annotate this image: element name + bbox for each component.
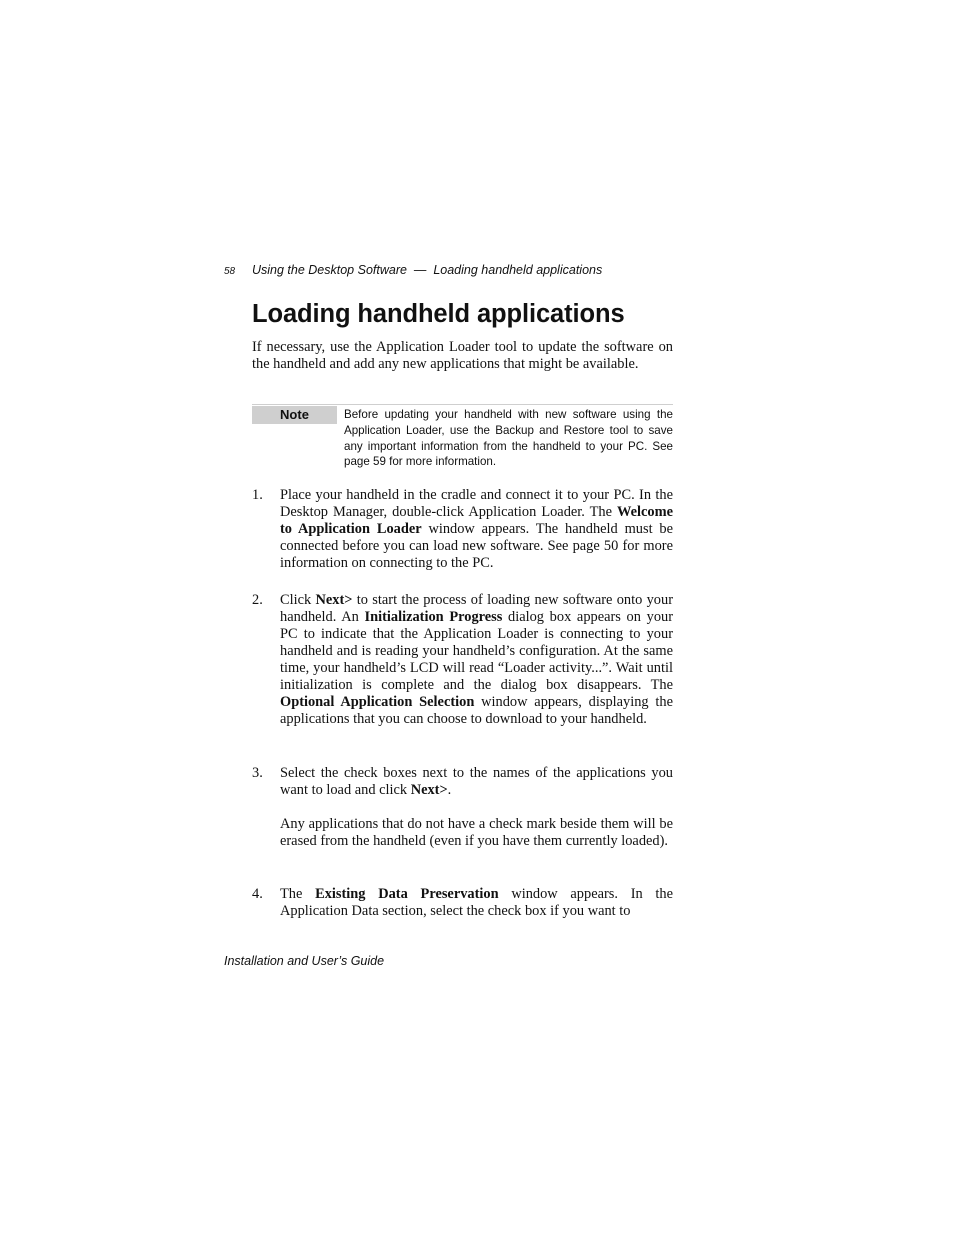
text-run: The [280,886,316,902]
step-1 [252,487,673,572]
text-run: window appears. The handheld must be connected before you can load new software. See page 50 for more information on connecting to the PC. [280,521,673,571]
step-number: 2. [252,592,263,608]
step-number: 4. [252,886,263,902]
note-text: Before updating your handheld with new software using the Application Loader, use the Backup and Restore tool to save any important information from the handheld to your PC. See page 59 for more information. [344,408,673,469]
step-4 [252,886,673,920]
text-run: Select the check boxes next to the names of the applications you want to load and click [280,765,673,798]
step-text [280,886,673,920]
step-number: 3. [252,765,263,781]
running-header [224,263,602,277]
text-run: dialog box appears on your PC to indicate that the Application Loader is connecting to your handheld and is reading your handheld’s configuration. At the same time, your handheld’s LCD will read “Loader activity...”. Wait until initialization is complete and the dialog box disappears. The [280,609,673,693]
note-label: Note [252,406,337,424]
step-followup-text: Any applications that do not have a check mark beside them will be erased from the handheld (even if you have them currently loaded). [280,816,673,849]
intro-section [252,339,673,373]
text-run: window appears, displaying the applications that you can choose to download to your handheld. [280,694,674,727]
text-run: . [447,782,452,798]
ui-term-bold: Optional Application Selection [280,694,475,710]
step-number: 1. [252,487,263,503]
note-box [252,404,673,470]
ui-term-bold: Next> [315,592,353,608]
ui-term-bold: Existing Data Preservation [315,886,499,902]
step-text [280,765,673,799]
step-3 [252,765,673,850]
step-2 [252,592,673,728]
page-footer: Installation and User’s Guide [224,954,385,968]
text-run: Place your handheld in the cradle and connect it to your PC. In the Desktop Manager, double-click Application Loader. The [280,487,673,520]
step-text [280,592,673,728]
step-text [280,487,673,572]
page-title: Loading handheld applications [252,300,625,328]
text-run: Click [280,592,316,608]
text-run: to start the process of loading new software onto your handheld. An [280,592,673,625]
ui-term-bold: Welcome to Application Loader [280,504,673,537]
ui-term-bold: Next> [410,782,448,798]
running-title: Using the Desktop Software — Loading handheld applications [252,263,603,277]
page-number: 58 [224,266,236,277]
ui-term-bold: Initialization Progress [364,609,503,625]
intro-paragraph: If necessary, use the Application Loader tool to update the software on the handheld and add any new applications that might be available. [252,339,673,372]
text-run: window appears. In the Application Data section, select the check box if you want to [280,886,673,919]
